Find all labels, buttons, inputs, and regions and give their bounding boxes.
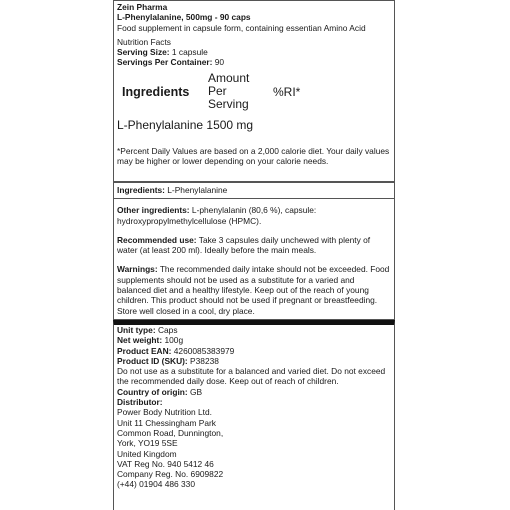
product-ean	[117, 346, 390, 356]
country-of-origin	[117, 387, 390, 397]
amount-line-1: Amount	[208, 70, 250, 85]
country-of-origin-label: Country of origin:	[117, 386, 188, 397]
product-ean-value: 4260085383979	[171, 345, 235, 356]
address-line: Company Reg. No. 6909822	[117, 469, 224, 480]
address-line: Unit 11 Chessingham Park	[117, 417, 216, 428]
nutrition-facts-panel	[113, 0, 395, 182]
servings-value: 90	[212, 57, 225, 68]
address-line: Power Body Nutrition Ltd.	[117, 407, 212, 418]
ingredients-value: L-Phenylalanine	[164, 185, 228, 195]
net-weight-label: Net weight:	[117, 335, 163, 346]
address-line: York, YO19 5SE	[117, 438, 178, 449]
unit-type-label: Unit type:	[117, 325, 156, 335]
product-sku	[117, 356, 390, 366]
ingredient-row: L-Phenylalanine 1500 mg	[117, 117, 254, 132]
product-sku-value: P38238	[187, 355, 219, 366]
other-ingredients-label: Other ingredients:	[117, 205, 190, 216]
product-name: L-Phenylalanine, 500mg - 90 caps	[117, 12, 251, 23]
servings-label: Servings Per Container:	[117, 57, 213, 68]
daily-values-footnote: *Percent Daily Values are based on a 2,000 calorie diet. Your daily values may be higher or lower depending on your calorie needs.	[117, 145, 390, 167]
serving-size-value: 1 capsule	[169, 47, 208, 58]
distributor-label: Distributor:	[117, 397, 163, 408]
ingredients-panel	[113, 182, 395, 320]
product-description: Food supplement in capsule form, containing essentian Amino Acid	[117, 22, 366, 33]
warnings-label: Warnings:	[117, 264, 158, 275]
ri-heading: %RI*	[273, 84, 301, 99]
product-sku-label: Product ID (SKU):	[117, 355, 188, 366]
amount-line-3: Serving	[208, 96, 249, 111]
amount-line-2: Per	[208, 83, 227, 98]
ingredients-heading: Ingredients	[122, 84, 190, 99]
unit-type	[117, 325, 390, 335]
other-ingredients	[117, 205, 390, 226]
net-weight-value: 100g	[162, 335, 184, 346]
serving-size	[117, 47, 390, 57]
ingredients-table-header	[117, 72, 390, 116]
ingredients-line	[117, 185, 390, 195]
address-line: United Kingdom	[117, 448, 177, 459]
unit-type-value: Caps	[155, 325, 178, 335]
recommended-use	[117, 235, 390, 256]
net-weight	[117, 335, 390, 345]
disclaimer: Do not use as a substitute for a balanced and varied diet. Do not exceed the recommended daily dose. Keep out of reach of children.	[117, 366, 386, 387]
address-line: VAT Reg No. 940 5412 46	[117, 458, 214, 469]
warnings	[117, 264, 390, 315]
divider	[114, 198, 394, 199]
brand-name: Zein Pharma	[117, 2, 168, 12]
address-line: Common Road, Dunnington,	[117, 427, 224, 438]
warnings-value: The recommended daily intake should not be exceeded. Food supplements should not be used as a substitute for a varied and balanced diet and a healthy lifestyle. Keep out of the reach of young children. This product should not be used if pregnant or breastfeeding. Store well closed in a cool, dry place.	[117, 264, 390, 316]
other-ingredients-value: L-phenylalanin (80,6 %), capsule: hydroxypropylmethylcellulose (HPMC).	[117, 205, 317, 226]
product-ean-label: Product EAN:	[117, 345, 172, 356]
recommended-use-label: Recommended use:	[117, 234, 197, 245]
serving-size-label: Serving Size:	[117, 47, 170, 58]
ingredients-label: Ingredients:	[117, 185, 165, 195]
product-info-panel	[113, 320, 395, 510]
recommended-use-value: Take 3 capsules daily unchewed with plenty of water (at least 200 ml). Ideally before the main meals.	[117, 234, 371, 256]
amount-per-serving-heading	[208, 72, 249, 111]
address-line: (+44) 01904 486 330	[117, 479, 196, 490]
country-of-origin-value: GB	[187, 386, 203, 397]
nutrition-facts-title: Nutrition Facts	[117, 36, 171, 47]
servings-per-container	[117, 57, 390, 67]
